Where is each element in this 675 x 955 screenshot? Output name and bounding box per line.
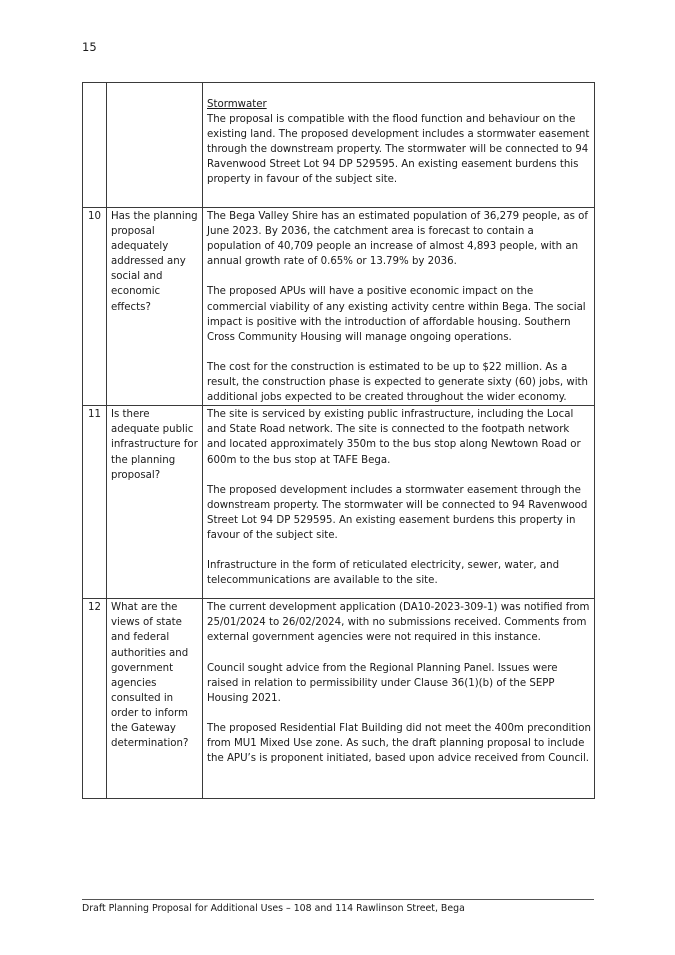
table-row — [83, 599, 595, 799]
response-paragraph: The site is serviced by existing public infrastructure, including the Local and State Road network. The site is connected to the footpath network and located approximately 350m to the bus stop along Newtown Road or 600m to the bus stop at TAFE Bega. — [207, 409, 581, 466]
question-text — [111, 83, 199, 84]
question-cell — [107, 208, 203, 406]
row-number-cell — [83, 83, 107, 208]
response-cell — [203, 208, 595, 406]
row-number-cell — [83, 406, 107, 599]
response-cell — [203, 599, 595, 799]
question-text: Has the planning proposal adequately addressed any social and economic effects? — [111, 211, 198, 313]
response-paragraph: Infrastructure in the form of reticulated electricity, sewer, water, and telecommunications are available to the site. — [207, 560, 560, 587]
row-number-cell — [83, 599, 107, 799]
question-cell — [107, 599, 203, 799]
response-paragraph: The proposal is compatible with the flood function and behaviour on the existing land. The proposed development includes a stormwater easement through the downstream property. The stormwater will be connected to 94 Ravenwood Street Lot 94 DP 529595. An existing easement burdens this property in favour of the subject site. — [207, 114, 590, 186]
response-cell — [203, 83, 595, 208]
response-paragraph: The proposed APUs will have a positive economic impact on the commercial viability of any existing activity centre within Bega. The social impact is positive with the introduction of affordable housing. Southern Cross Community Housing will manage ongoing operations. — [207, 286, 586, 343]
row-number: 11 — [88, 409, 101, 421]
footer-divider — [82, 899, 594, 900]
page-number: 15 — [82, 40, 97, 54]
question-cell — [107, 406, 203, 599]
table-row — [83, 406, 595, 599]
response-cell — [203, 406, 595, 599]
question-text: What are the views of state and federal authorities and government agencies consulted in order to inform the Gateway determination? — [111, 602, 189, 750]
table-row — [83, 83, 595, 208]
table-row — [83, 208, 595, 406]
question-cell — [107, 83, 203, 208]
response-paragraph: The cost for the construction is estimated to be up to $22 million. As a result, the construction phase is expected to generate sixty (60) jobs, with additional jobs expected to be created throughout the wider economy. — [207, 361, 588, 404]
row-number: 10 — [88, 211, 101, 222]
question-text: Is there adequate public infrastructure for the planning proposal? — [111, 409, 198, 481]
row-number: 12 — [88, 602, 101, 614]
footer-text: Draft Planning Proposal for Additional Uses – 108 and 114 Rawlinson Street, Bega — [82, 903, 465, 914]
response-paragraph: The Bega Valley Shire has an estimated population of 36,279 people, as of June 2023. By 2036, the catchment area is forecast to contain a population of 40,709 people an increase of almost 4,893 people, with an annual growth rate of 0.65% or 13.79% by 2036. — [207, 211, 588, 268]
response-paragraph: The proposed development includes a stormwater easement through the downstream property. The stormwater will be connected to 94 Ravenwood Street Lot 94 DP 529595. An existing easement burdens this property in favour of the subject site. — [207, 484, 588, 541]
row-number-cell — [83, 208, 107, 406]
response-paragraph: The proposed Residential Flat Building did not meet the 400m precondition from MU1 Mixed Use zone. As such, the draft planning proposal to include the APU’s is proponent initiated, based upon advice received from Council. — [207, 722, 591, 765]
assessment-table — [82, 82, 595, 799]
response-paragraph: The current development application (DA10-2023-309-1) was notified from 25/01/2024 to 26/02/2024, with no submissions received. Comments from external government agencies were not required in this instance. — [207, 602, 590, 644]
response-heading: Stormwater — [207, 99, 267, 110]
row-number — [83, 83, 106, 84]
response-paragraph: Council sought advice from the Regional Planning Panel. Issues were raised in relation to permissibility under Clause 36(1)(b) of the SEPP Housing 2021. — [207, 662, 558, 704]
